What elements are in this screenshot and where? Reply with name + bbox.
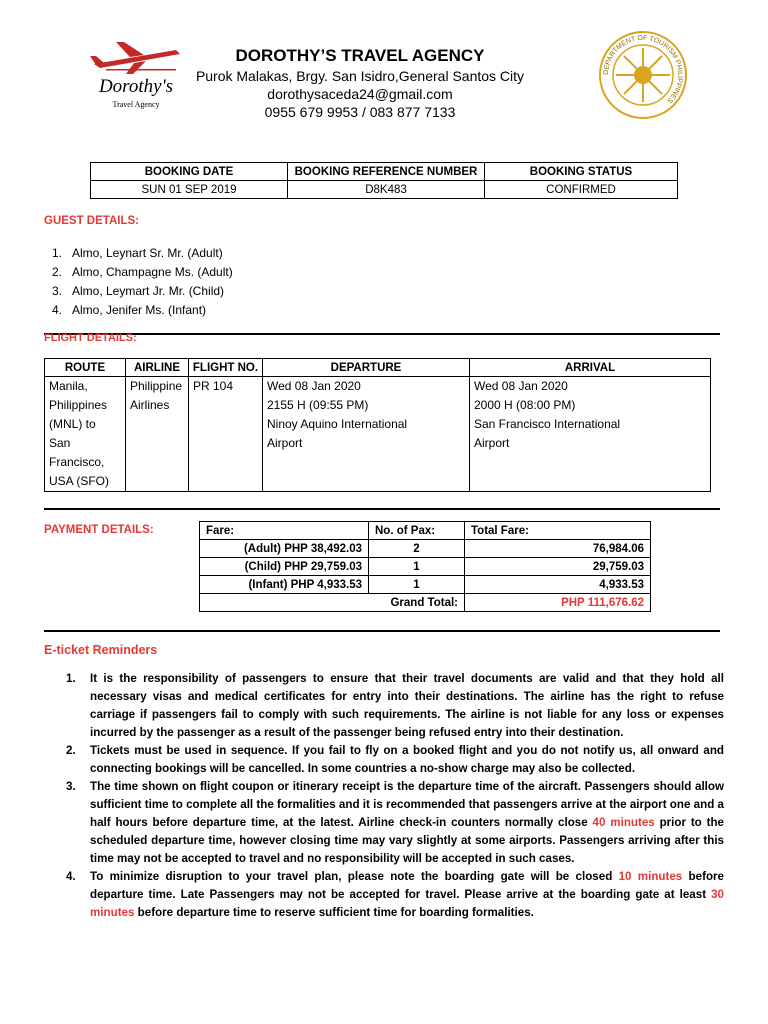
grand-total-value: PHP 111,676.62 xyxy=(465,594,651,612)
table-row: (Infant) PHP 4,933.53 1 4,933.53 xyxy=(200,576,651,594)
divider xyxy=(44,333,720,335)
route-cell: Manila, Philippines (MNL) to San Francisco, USA (SFO) xyxy=(45,377,126,492)
agency-address: Purok Malakas, Brgy. San Isidro,General Santos City xyxy=(195,68,525,84)
flight-no-header: FLIGHT NO. xyxy=(189,359,263,377)
list-item: 1. It is the responsibility of passengers to ensure that their travel documents are valid and that they hold all necessary visas and medical certificates for entry into their destinations. The airline has the right to refuse carriage if passengers fail to comply with such requirements. The airline is not liable for any loss or expenses incurred by the passenger as a result of the passenger being refused entry into their destination. xyxy=(66,672,724,739)
list-item: 2. Almo, Champagne Ms. (Adult) xyxy=(52,265,233,279)
reminders-title: E-ticket Reminders xyxy=(44,643,158,657)
arrival-cell: Wed 08 Jan 2020 2000 H (08:00 PM) San Francisco International Airport xyxy=(470,377,711,492)
guest-details-title: GUEST DETAILS: xyxy=(44,215,139,227)
table-row: (Adult) PHP 38,492.03 2 76,984.06 xyxy=(200,540,651,558)
booking-status: CONFIRMED xyxy=(485,181,678,199)
highlight-30-minutes: 30 minutes xyxy=(90,888,724,919)
reminders-list xyxy=(44,670,724,922)
departure-cell: Wed 08 Jan 2020 2155 H (09:55 PM) Ninoy Aquino International Airport xyxy=(263,377,470,492)
airplane-icon xyxy=(86,38,186,78)
pax-header: No. of Pax: xyxy=(369,522,465,540)
booking-summary-table xyxy=(90,162,678,199)
list-item: 1. Almo, Leynart Sr. Mr. (Adult) xyxy=(52,246,223,260)
divider xyxy=(44,508,720,510)
airline-cell: Philippine Airlines xyxy=(126,377,189,492)
list-item: 3. The time shown on flight coupon or itinerary receipt is the departure time of the aircraft. Passengers should allow sufficient time to complete all the formalities and it is recommended that passengers arrive at the airport one and a half hours before departure time, at the latest. Airline check-in counters normally close 40 minutes prior to the scheduled departure time, however closing time may vary slightly at some airports. Passengers arriving after this time may not be accepted to travel and no responsibility will be accepted in such cases. xyxy=(66,780,724,865)
fare-header: Fare: xyxy=(200,522,369,540)
route-header: ROUTE xyxy=(45,359,126,377)
booking-ref: D8K483 xyxy=(288,181,485,199)
dot-seal xyxy=(598,30,688,120)
agency-email: dorothysaceda24@gmail.com xyxy=(267,86,453,102)
flight-no-cell: PR 104 xyxy=(189,377,263,492)
booking-date: SUN 01 SEP 2019 xyxy=(91,181,288,199)
list-item: 4. Almo, Jenifer Ms. (Infant) xyxy=(52,303,207,317)
list-item: 2. Tickets must be used in sequence. If you fail to fly on a booked flight and you do not notify us, all onward and connecting bookings will be cancelled. In some countries a no-show charge may also be collected. xyxy=(66,744,724,775)
booking-status-header: BOOKING STATUS xyxy=(485,163,678,181)
seal-text: DEPARTMENT OF TOURISM PHILIPPINES xyxy=(602,34,684,105)
logo-script-text: Dorothy's xyxy=(98,76,174,97)
total-header: Total Fare: xyxy=(465,522,651,540)
list-item: 3. Almo, Leymart Jr. Mr. (Child) xyxy=(52,284,225,298)
payment-details-title: PAYMENT DETAILS: xyxy=(44,524,154,536)
arrival-header: ARRIVAL xyxy=(470,359,711,377)
flight-details-title: FLIGHT DETAILS: xyxy=(44,332,137,344)
highlight-40-minutes: 40 minutes xyxy=(592,816,655,829)
highlight-10-minutes: 10 minutes xyxy=(618,870,683,883)
guest-list xyxy=(52,244,233,320)
table-row: (Child) PHP 29,759.03 1 29,759.03 xyxy=(200,558,651,576)
flight-table xyxy=(44,358,711,492)
payment-table xyxy=(199,521,651,612)
booking-date-header: BOOKING DATE xyxy=(91,163,288,181)
airline-header: AIRLINE xyxy=(126,359,189,377)
logo-subtitle: Travel Agency xyxy=(112,100,160,109)
agency-phones: 0955 679 9953 / 083 877 7133 xyxy=(264,104,456,120)
divider xyxy=(44,630,720,632)
booking-ref-header: BOOKING REFERENCE NUMBER xyxy=(288,163,485,181)
grand-total-label: Grand Total: xyxy=(200,594,465,612)
departure-header: DEPARTURE xyxy=(263,359,470,377)
agency-name: DOROTHY’S TRAVEL AGENCY xyxy=(235,46,485,65)
list-item: 4. To minimize disruption to your travel plan, please note the boarding gate will be closed 10 minutes before departure time. Late Passengers may not be accepted for travel. Please arrive at the boarding gate at least 30 minutes before departure time to reserve sufficient time for boarding formalities. xyxy=(66,870,724,919)
